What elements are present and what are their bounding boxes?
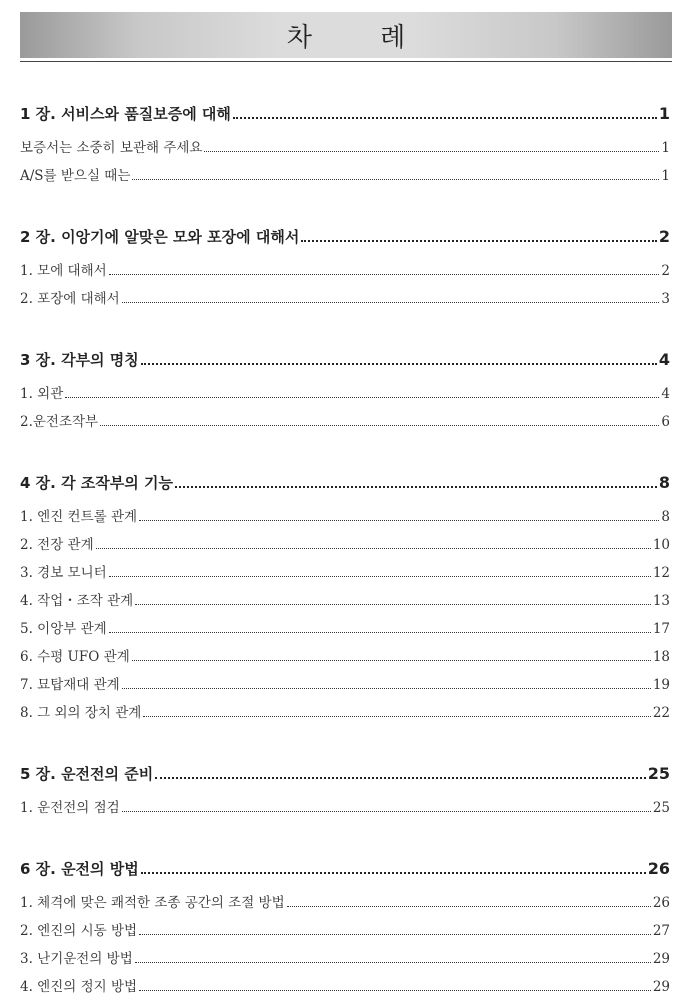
entry-page-number: 19 bbox=[652, 677, 670, 693]
chapter-title: 2 장. 이앙기에 알맞은 모와 포장에 대해서 bbox=[20, 228, 300, 246]
entry-page-number: 29 bbox=[652, 951, 670, 967]
chapter-spacer bbox=[20, 822, 670, 855]
chapter-title: 5 장. 운전전의 준비 bbox=[20, 765, 154, 783]
toc-entry[interactable] bbox=[20, 559, 670, 587]
entry-page-number: 27 bbox=[652, 923, 670, 939]
dot-leader bbox=[139, 520, 659, 521]
dot-leader bbox=[143, 716, 650, 717]
chapter-section bbox=[20, 223, 670, 313]
entry-page-number: 18 bbox=[652, 649, 670, 665]
entry-title: 8. 그 외의 장치 관계 bbox=[20, 705, 142, 721]
chapter-heading[interactable] bbox=[20, 855, 670, 883]
chapter-page-number: 26 bbox=[647, 859, 670, 878]
entry-title: 4. 작업・조작 관계 bbox=[20, 593, 134, 609]
entry-page-number: 4 bbox=[661, 386, 670, 402]
entry-page-number: 26 bbox=[652, 895, 670, 911]
chapter-page-number: 4 bbox=[658, 350, 670, 369]
chapter-spacer bbox=[20, 436, 670, 469]
entry-title: 2. 전장 관계 bbox=[20, 537, 94, 553]
entry-page-number: 17 bbox=[652, 621, 670, 637]
table-of-contents bbox=[20, 100, 670, 1001]
dot-leader bbox=[141, 363, 657, 365]
entry-title: 5. 이앙부 관계 bbox=[20, 621, 107, 637]
toc-entry[interactable] bbox=[20, 945, 670, 973]
toc-entry[interactable] bbox=[20, 257, 670, 285]
dot-leader bbox=[204, 151, 659, 152]
dot-leader bbox=[65, 397, 659, 398]
chapter-title: 3 장. 각부의 명칭 bbox=[20, 351, 139, 369]
toc-entry[interactable] bbox=[20, 615, 670, 643]
entry-title: 6. 수평 UFO 관계 bbox=[20, 649, 130, 665]
dot-leader bbox=[96, 548, 651, 549]
dot-leader bbox=[109, 632, 651, 633]
dot-leader bbox=[135, 604, 651, 605]
chapter-page-number: 25 bbox=[647, 764, 670, 783]
dot-leader bbox=[122, 688, 651, 689]
toc-entry[interactable] bbox=[20, 794, 670, 822]
dot-leader bbox=[155, 777, 646, 779]
chapter-heading[interactable] bbox=[20, 760, 670, 788]
entry-page-number: 29 bbox=[652, 979, 670, 995]
entry-page-number: 6 bbox=[661, 414, 670, 430]
chapter-heading[interactable] bbox=[20, 223, 670, 251]
toc-entry[interactable] bbox=[20, 917, 670, 945]
chapter-spacer bbox=[20, 190, 670, 223]
chapter-section bbox=[20, 100, 670, 190]
toc-entry[interactable] bbox=[20, 162, 670, 190]
dot-leader bbox=[233, 117, 657, 119]
dot-leader bbox=[122, 302, 660, 303]
toc-entry[interactable] bbox=[20, 503, 670, 531]
entry-page-number: 8 bbox=[661, 509, 670, 525]
dot-leader bbox=[100, 425, 659, 426]
entry-title: 보증서는 소중히 보관해 주세요 bbox=[20, 140, 203, 156]
dot-leader bbox=[287, 906, 651, 907]
page-title: 차 례 bbox=[286, 22, 436, 53]
chapter-section bbox=[20, 469, 670, 727]
dot-leader bbox=[301, 240, 657, 242]
entry-title: 4. 엔진의 정지 방법 bbox=[20, 979, 138, 995]
toc-entry[interactable] bbox=[20, 408, 670, 436]
entry-page-number: 3 bbox=[661, 291, 670, 307]
entry-page-number: 25 bbox=[652, 800, 670, 816]
entry-page-number: 1 bbox=[661, 140, 670, 156]
entry-page-number: 1 bbox=[661, 168, 670, 184]
toc-entry[interactable] bbox=[20, 380, 670, 408]
entry-title: 2. 포장에 대해서 bbox=[20, 291, 120, 307]
chapter-page-number: 2 bbox=[658, 227, 670, 246]
dot-leader bbox=[139, 934, 651, 935]
chapter-title: 1 장. 서비스와 품질보증에 대해 bbox=[20, 105, 231, 123]
entry-title: A/S를 받으실 때는 bbox=[20, 168, 131, 184]
dot-leader bbox=[132, 179, 659, 180]
dot-leader bbox=[135, 962, 651, 963]
toc-entry[interactable] bbox=[20, 973, 670, 1001]
dot-leader bbox=[175, 486, 657, 488]
entry-page-number: 22 bbox=[652, 705, 670, 721]
toc-entry[interactable] bbox=[20, 285, 670, 313]
entry-title: 7. 묘탑재대 관계 bbox=[20, 677, 120, 693]
entry-title: 3. 경보 모니터 bbox=[20, 565, 107, 581]
chapter-heading[interactable] bbox=[20, 346, 670, 374]
chapter-section bbox=[20, 855, 670, 1001]
dot-leader bbox=[141, 872, 646, 874]
entry-title: 3. 난기운전의 방법 bbox=[20, 951, 133, 967]
dot-leader bbox=[109, 274, 660, 275]
chapter-spacer bbox=[20, 313, 670, 346]
toc-entry[interactable] bbox=[20, 134, 670, 162]
entry-title: 2. 엔진의 시동 방법 bbox=[20, 923, 138, 939]
toc-entry[interactable] bbox=[20, 531, 670, 559]
dot-leader bbox=[109, 576, 651, 577]
toc-entry[interactable] bbox=[20, 643, 670, 671]
title-banner bbox=[20, 12, 672, 58]
entry-page-number: 2 bbox=[661, 263, 670, 279]
toc-entry[interactable] bbox=[20, 699, 670, 727]
entry-title: 1. 운전전의 점검 bbox=[20, 800, 120, 816]
title-divider bbox=[20, 61, 672, 62]
chapter-section bbox=[20, 346, 670, 436]
entry-page-number: 12 bbox=[652, 565, 670, 581]
chapter-heading[interactable] bbox=[20, 100, 670, 128]
chapter-heading[interactable] bbox=[20, 469, 670, 497]
chapter-title: 4 장. 각 조작부의 기능 bbox=[20, 474, 173, 492]
toc-entry[interactable] bbox=[20, 889, 670, 917]
chapter-page-number: 1 bbox=[658, 104, 670, 123]
entry-title: 1. 체격에 맞은 쾌적한 조종 공간의 조절 방법 bbox=[20, 895, 285, 911]
chapter-spacer bbox=[20, 727, 670, 760]
entry-title: 1. 엔진 컨트롤 관계 bbox=[20, 509, 138, 525]
chapter-title: 6 장. 운전의 방법 bbox=[20, 860, 139, 878]
dot-leader bbox=[122, 811, 651, 812]
chapter-page-number: 8 bbox=[658, 473, 670, 492]
entry-page-number: 13 bbox=[652, 593, 670, 609]
entry-title: 1. 외관 bbox=[20, 386, 64, 402]
dot-leader bbox=[139, 990, 651, 991]
chapter-section bbox=[20, 760, 670, 822]
entry-title: 2.운전조작부 bbox=[20, 414, 99, 430]
toc-entry[interactable] bbox=[20, 671, 670, 699]
entry-title: 1. 모에 대해서 bbox=[20, 263, 107, 279]
dot-leader bbox=[132, 660, 651, 661]
toc-entry[interactable] bbox=[20, 587, 670, 615]
entry-page-number: 10 bbox=[652, 537, 670, 553]
